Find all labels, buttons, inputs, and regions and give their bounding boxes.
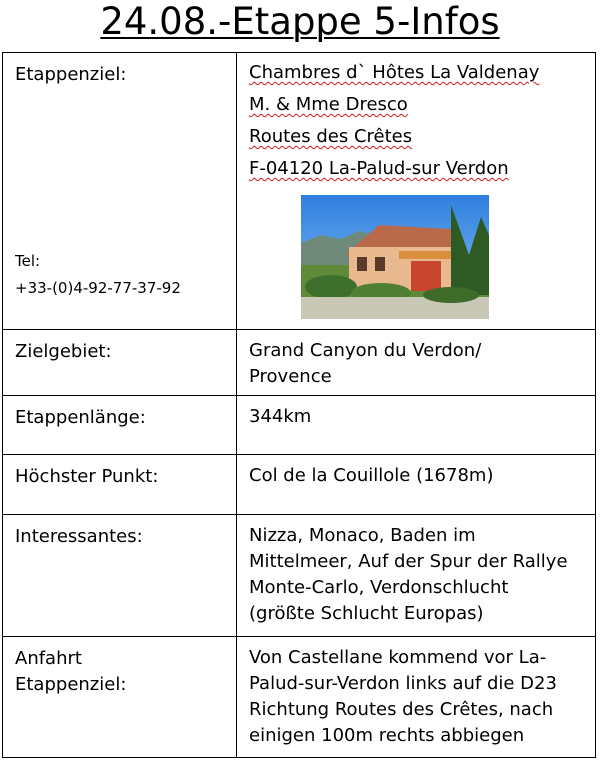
address-line-3: Routes des Crêtes	[249, 126, 413, 147]
row-etappenlaenge	[3, 396, 596, 455]
row-interessantes	[3, 515, 596, 637]
page-title: 24.08.-Etappe 5-Infos	[100, 0, 500, 43]
interessantes-value-cell	[237, 515, 596, 637]
row-zielgebiet	[3, 330, 596, 396]
zielgebiet-value-cell	[237, 330, 596, 396]
row-etappenziel	[3, 53, 596, 330]
tel-number: +33-(0)4-92-77-37-92	[15, 279, 181, 297]
address-line-1: Chambres d` Hôtes La Valdenay	[249, 62, 540, 83]
row-hoechster-punkt	[3, 455, 596, 515]
tel-label: Tel:	[15, 252, 41, 270]
address-line-4: F-04120 La-Palud-sur Verdon	[249, 158, 509, 179]
address-cell	[237, 53, 596, 330]
etappenziel-label: Etappenziel:	[15, 64, 127, 85]
anfahrt-label-cell	[3, 637, 237, 758]
info-table	[2, 52, 596, 758]
row-anfahrt	[3, 637, 596, 758]
guesthouse-photo	[301, 195, 489, 319]
interessantes-line-4: (größte Schlucht Europas)	[249, 603, 484, 624]
interessantes-line-3: Monte-Carlo, Verdonschlucht	[249, 577, 509, 598]
interessantes-label: Interessantes:	[3, 515, 237, 637]
interessantes-line-2: Mittelmeer, Auf der Spur der Rallye	[249, 551, 568, 572]
address-line-2: M. & Mme Dresco	[249, 94, 408, 115]
anfahrt-label-line-2: Etappenziel:	[15, 674, 127, 695]
zielgebiet-value-line-1: Grand Canyon du Verdon/	[249, 340, 482, 361]
anfahrt-line-2: Palud-sur-Verdon links auf die D23	[249, 673, 557, 694]
interessantes-line-1: Nizza, Monaco, Baden im	[249, 525, 476, 546]
anfahrt-line-4: einigen 100m rechts abbiegen	[249, 725, 525, 746]
anfahrt-value-cell	[237, 637, 596, 758]
anfahrt-line-3: Richtung Routes des Crêtes, nach	[249, 699, 554, 720]
hoechster-punkt-value: Col de la Couillole (1678m)	[237, 455, 596, 515]
label-cell	[3, 53, 237, 330]
zielgebiet-value-line-2: Provence	[249, 366, 332, 387]
anfahrt-line-1: Von Castellane kommend vor La-	[249, 647, 547, 668]
zielgebiet-label: Zielgebiet:	[3, 330, 237, 396]
hoechster-punkt-label: Höchster Punkt:	[3, 455, 237, 515]
etappenlaenge-label: Etappenlänge:	[3, 396, 237, 455]
etappenlaenge-value: 344km	[237, 396, 596, 455]
anfahrt-label-line-1: Anfahrt	[15, 648, 82, 669]
